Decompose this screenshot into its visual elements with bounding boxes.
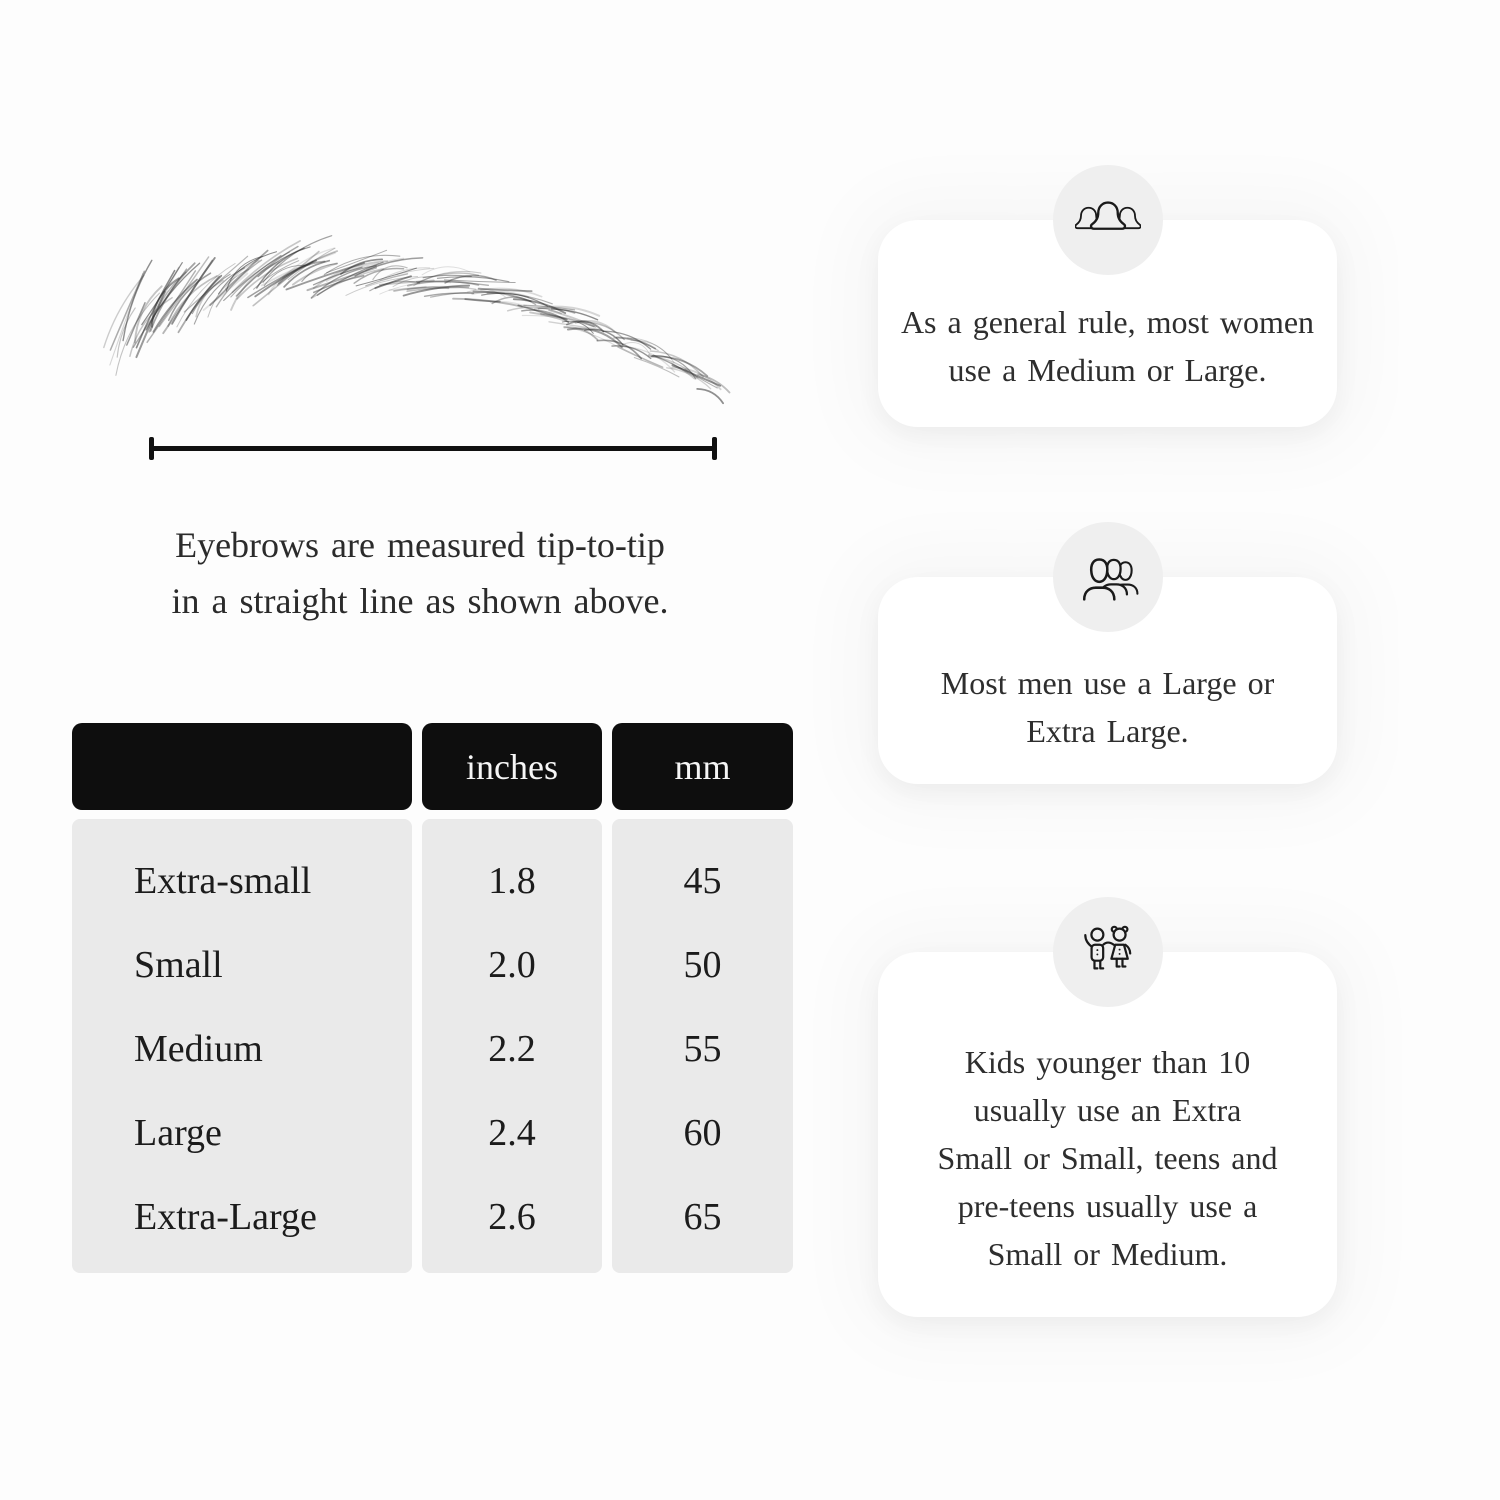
measurement-line xyxy=(151,446,715,451)
card-text-line: usually use an Extra xyxy=(973,1092,1242,1128)
table-cell: 50 xyxy=(683,944,722,986)
info-card-men xyxy=(878,577,1337,784)
table-cell: 2.6 xyxy=(488,1196,536,1238)
women-icon xyxy=(1075,195,1141,245)
size-table-body xyxy=(72,819,793,1273)
caption-line: in a straight line as shown above. xyxy=(171,581,669,621)
eyebrow-illustration xyxy=(110,233,730,413)
table-cell: 2.4 xyxy=(488,1112,536,1154)
info-card-kids xyxy=(878,952,1337,1317)
card-text xyxy=(878,659,1337,755)
mm-column xyxy=(612,819,793,1273)
kids-icon xyxy=(1077,924,1139,980)
header-cell-size xyxy=(72,723,412,810)
table-cell: Small xyxy=(134,944,223,986)
table-cell: 60 xyxy=(683,1112,722,1154)
table-cell: 1.8 xyxy=(488,860,536,902)
size-name-column xyxy=(72,819,412,1273)
card-text-line: Small or Small, teens and xyxy=(937,1140,1278,1176)
table-cell: 65 xyxy=(683,1196,722,1238)
card-text xyxy=(878,298,1337,394)
men-icon xyxy=(1075,552,1141,602)
table-cell: Extra-small xyxy=(134,860,312,902)
size-table xyxy=(72,723,793,1273)
icon-badge xyxy=(1053,522,1163,632)
info-card-women xyxy=(878,220,1337,427)
card-text-line: Most men use a Large or xyxy=(940,665,1275,701)
card-text-line: use a Medium or Large. xyxy=(948,352,1267,388)
card-text-line: Kids younger than 10 xyxy=(964,1044,1251,1080)
header-cell-inches: inches xyxy=(422,723,602,810)
table-cell: 2.2 xyxy=(488,1028,536,1070)
inches-column xyxy=(422,819,602,1273)
card-text-line: Small or Medium. xyxy=(987,1236,1228,1272)
size-table-header xyxy=(72,723,793,810)
table-cell: 2.0 xyxy=(488,944,536,986)
caption-line: Eyebrows are measured tip-to-tip xyxy=(175,525,665,565)
card-text-line: As a general rule, most women xyxy=(900,304,1315,340)
table-cell: 45 xyxy=(683,860,722,902)
header-cell-mm: mm xyxy=(612,723,793,810)
table-cell: 55 xyxy=(683,1028,722,1070)
card-text xyxy=(878,1038,1337,1278)
table-cell: Medium xyxy=(134,1028,263,1070)
icon-badge xyxy=(1053,165,1163,275)
table-cell: Extra-Large xyxy=(134,1196,317,1238)
card-text-line: Extra Large. xyxy=(1026,713,1189,749)
table-cell: Large xyxy=(134,1112,222,1154)
icon-badge xyxy=(1053,897,1163,1007)
card-text-line: pre-teens usually use a xyxy=(957,1188,1258,1224)
measurement-caption xyxy=(60,517,780,629)
